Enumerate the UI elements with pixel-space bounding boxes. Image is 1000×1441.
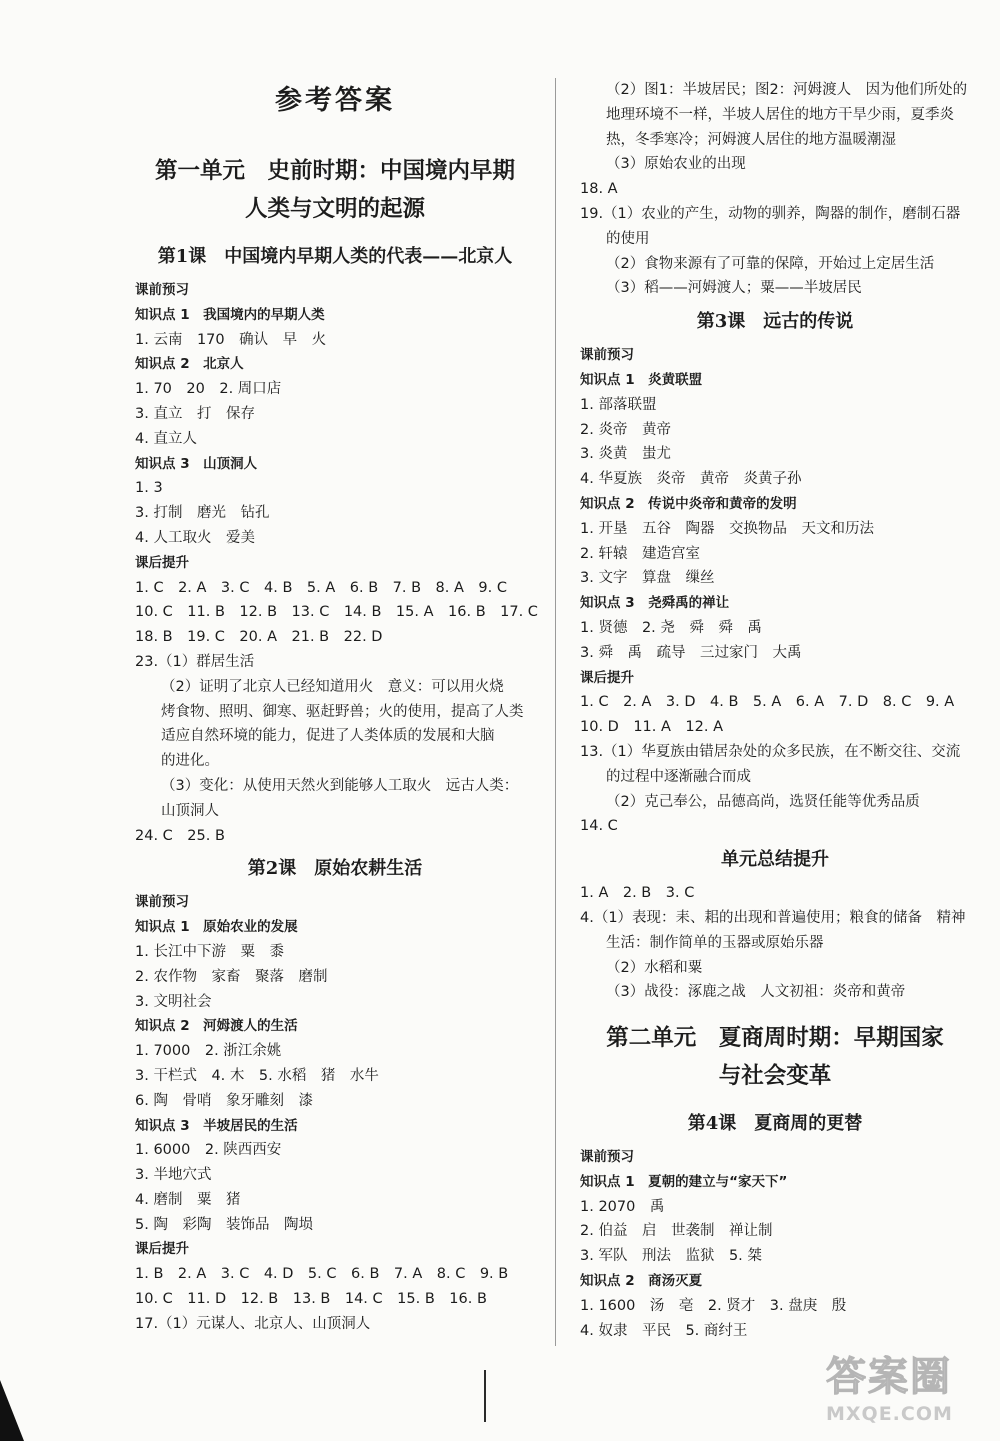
- page-fold-mark: [484, 1370, 486, 1422]
- watermark-logo-text: 答案圈: [826, 1354, 952, 1400]
- lesson-2-title: 第2课 原始农耕生活: [247, 858, 423, 880]
- section-heading: 知识点 1 炎黄联盟: [580, 371, 703, 388]
- answer-line: 3. 直立 打 保存: [135, 405, 255, 422]
- unit-title-line: 与社会变革: [718, 1063, 832, 1090]
- answer-line: 4. 奴隶 平民 5. 商纣王: [580, 1322, 748, 1339]
- watermark-url: MXQE.COM: [826, 1403, 953, 1425]
- answer-line: 烤食物、照明、御寒、驱赶野兽；火的使用，提高了人类: [161, 703, 524, 720]
- answer-line: 3. 军队 刑法 监狱 5. 桀: [580, 1248, 762, 1265]
- answer-line: （2）图1：半坡居民；图2：河姆渡人 因为他们所处的: [606, 82, 968, 98]
- answer-line: 10. D 11. A 12. A: [580, 719, 724, 736]
- answer-line: 6. 陶 骨哨 象牙雕刻 漆: [135, 1092, 313, 1109]
- lesson-3-title: 第3课 远古的传说: [696, 311, 854, 333]
- section-heading: 课前预习: [580, 1149, 634, 1166]
- section-heading: 知识点 3 山顶洞人: [135, 455, 258, 472]
- section-heading: 知识点 2 河姆渡人的生活: [135, 1018, 298, 1035]
- answer-line: 1. 7000 2. 浙江余姚: [135, 1043, 282, 1060]
- section-heading: 知识点 3 尧舜禹的禅让: [580, 595, 730, 612]
- answer-line: （3）原始农业的出现: [606, 156, 746, 173]
- unit-1-heading: [135, 152, 535, 228]
- answer-line: 的使用: [606, 230, 650, 247]
- answer-line: 23.（1）群居生活: [135, 653, 255, 670]
- watermark: [826, 1352, 998, 1438]
- answer-line: 3. 文明社会: [135, 993, 212, 1010]
- answer-line: （2）食物来源有了可靠的保障，开始过上定居生活: [606, 255, 935, 272]
- answer-line: 19.（1）农业的产生，动物的驯养，陶器的制作，磨制石器: [580, 205, 961, 222]
- section-heading: 知识点 1 我国境内的早期人类: [135, 306, 325, 323]
- right-column: [580, 78, 970, 1343]
- answer-line: （2）水稻和粟: [606, 959, 703, 976]
- answer-line: 3. 干栏式 4. 木 5. 水稻 猪 水牛: [135, 1067, 379, 1084]
- answer-line: 3. 半地穴式: [135, 1167, 212, 1184]
- answer-line: 生活：制作简单的玉器或原始乐器: [606, 934, 824, 951]
- answer-line: 1. 1600 汤 亳 2. 贤才 3. 盘庚 殷: [580, 1297, 847, 1314]
- lesson-1-title: 第1课 中国境内早期人类的代表——北京人: [157, 246, 513, 267]
- answer-line: 14. C: [580, 818, 618, 835]
- section-heading: 课后提升: [135, 1241, 189, 1258]
- section-heading: 知识点 2 传说中炎帝和黄帝的发明: [580, 495, 797, 512]
- section-heading: 课前预习: [135, 282, 189, 298]
- lesson-4-answers: [580, 1145, 970, 1343]
- answer-line: 3. 炎黄 蚩尤: [580, 446, 671, 463]
- section-heading: 知识点 1 夏朝的建立与“家天下”: [580, 1173, 788, 1190]
- answer-line: 4. 人工取火 爱美: [135, 529, 255, 546]
- answer-line: 4. 磨制 粟 猪: [135, 1191, 241, 1208]
- answer-line: 3. 文字 算盘 缫丝: [580, 570, 715, 587]
- answer-line: 1. 3: [135, 480, 163, 497]
- answer-line: 13.（1）华夏族由错居杂处的众多民族，在不断交往、交流: [580, 743, 961, 760]
- unit-title-line: 第一单元 史前时期：中国境内早期: [154, 158, 515, 184]
- lesson-4-title: 第4课 夏商周的更替: [687, 1113, 863, 1135]
- unit-summary-title: 单元总结提升: [721, 849, 829, 871]
- section-heading: 知识点 3 半坡居民的生活: [135, 1117, 298, 1134]
- page-title: 参考答案: [275, 85, 395, 116]
- answer-line: 1. 70 20 2. 周口店: [135, 381, 282, 398]
- section-heading: 知识点 1 原始农业的发展: [135, 919, 298, 936]
- corner-mark: [0, 1380, 24, 1441]
- lesson-2-answers: [135, 890, 535, 1336]
- section-heading: 知识点 2 商汤灭夏: [580, 1273, 703, 1290]
- answer-line: 的进化。: [161, 753, 219, 770]
- answer-line: 2. 农作物 家畜 聚落 磨制: [135, 968, 328, 985]
- answer-line: 1. A 2. B 3. C: [580, 885, 695, 902]
- lesson-2-answers-continued: [580, 78, 970, 301]
- answer-line: 1. 2070 禹: [580, 1198, 665, 1215]
- answer-line: 1. 开垦 五谷 陶器 交换物品 天文和历法: [580, 520, 874, 537]
- answer-line: （2）克己奉公，品德高尚，选贤任能等优秀品质: [606, 793, 920, 810]
- lesson-1-answers: [135, 278, 538, 848]
- answer-line: 1. 云南 170 确认 早 火: [135, 331, 327, 348]
- answer-line: 2. 伯益 启 世袭制 禅让制: [580, 1223, 773, 1240]
- section-heading: 课前预习: [580, 347, 634, 364]
- unit-title-line: 第二单元 夏商周时期：早期国家: [606, 1025, 944, 1052]
- answer-line: 适应自然环境的能力，促进了人类体质的发展和大脑: [161, 728, 495, 745]
- section-heading: 课后提升: [580, 669, 634, 686]
- answer-line: 17.（1）元谋人、北京人、山顶洞人: [135, 1315, 371, 1332]
- answer-line: 1. 长江中下游 粟 黍: [135, 943, 284, 960]
- answer-line: 1. 贤德 2. 尧 舜 舜 禹: [580, 619, 762, 636]
- answer-line: 4.（1）表现：耒、耜的出现和普遍使用；粮食的储备 精神: [580, 909, 966, 926]
- answer-line: 18. B 19. C 20. A 21. B 22. D: [135, 629, 383, 646]
- answer-line: 4. 华夏族 炎帝 黄帝 炎黄子孙: [580, 471, 802, 488]
- section-heading: 课前预习: [135, 894, 189, 911]
- answer-line: 1. C 2. A 3. C 4. B 5. A 6. B 7. B 8. A 9. C: [135, 579, 507, 596]
- answer-line: 2. 炎帝 黄帝: [580, 421, 671, 438]
- answer-line: 3. 舜 禹 疏导 三过家门 大禹: [580, 644, 802, 661]
- answer-line: 2. 轩辕 建造宫室: [580, 545, 700, 562]
- answer-line: 山顶洞人: [161, 802, 219, 819]
- answer-line: 1. 部落联盟: [580, 396, 657, 413]
- lesson-3-answers: [580, 343, 970, 839]
- answer-line: 热，冬季寒冷；河姆渡人居住的地方温暖潮湿: [606, 131, 896, 148]
- answer-line: 3. 打制 磨光 钻孔: [135, 505, 270, 522]
- unit-summary-answers: [580, 881, 970, 1005]
- answer-line: 5. 陶 彩陶 装饰品 陶埙: [135, 1216, 313, 1233]
- answer-line: 的过程中逐渐融合而成: [606, 768, 751, 785]
- answer-line: （2）证明了北京人已经知道用火 意义：可以用火烧: [161, 678, 504, 695]
- answer-line: 10. C 11. D 12. B 13. B 14. C 15. B 16. B: [135, 1291, 487, 1308]
- section-heading: 课后提升: [135, 554, 189, 571]
- answer-line: 10. C 11. B 12. B 13. C 14. B 15. A 16. B 17. C: [135, 604, 538, 621]
- answer-line: 4. 直立人: [135, 430, 197, 447]
- answer-line: 1. 6000 2. 陕西西安: [135, 1142, 282, 1159]
- answer-line: （3）稻——河姆渡人；粟——半坡居民: [606, 280, 862, 297]
- answer-line: （3）变化：从使用天然火到能够人工取火 远古人类：: [161, 777, 519, 794]
- answer-line: 地理环境不一样，半坡人居住的地方干旱少雨，夏季炎: [606, 106, 954, 123]
- answer-line: 1. B 2. A 3. C 4. D 5. C 6. B 7. A 8. C 9. B: [135, 1266, 509, 1283]
- left-column: [135, 70, 538, 1337]
- section-heading: 知识点 2 北京人: [135, 356, 244, 373]
- answer-line: 1. C 2. A 3. D 4. B 5. A 6. A 7. D 8. C 9. A: [580, 694, 955, 711]
- answer-line: （3）战役：涿鹿之战 人文初祖：炎帝和黄帝: [606, 984, 906, 1001]
- unit-title-line: 人类与文明的起源: [244, 196, 425, 222]
- answer-line: 24. C 25. B: [135, 827, 225, 844]
- answer-line: 18. A: [580, 181, 618, 198]
- unit-2-heading: [580, 1019, 970, 1095]
- column-divider: [555, 78, 556, 1346]
